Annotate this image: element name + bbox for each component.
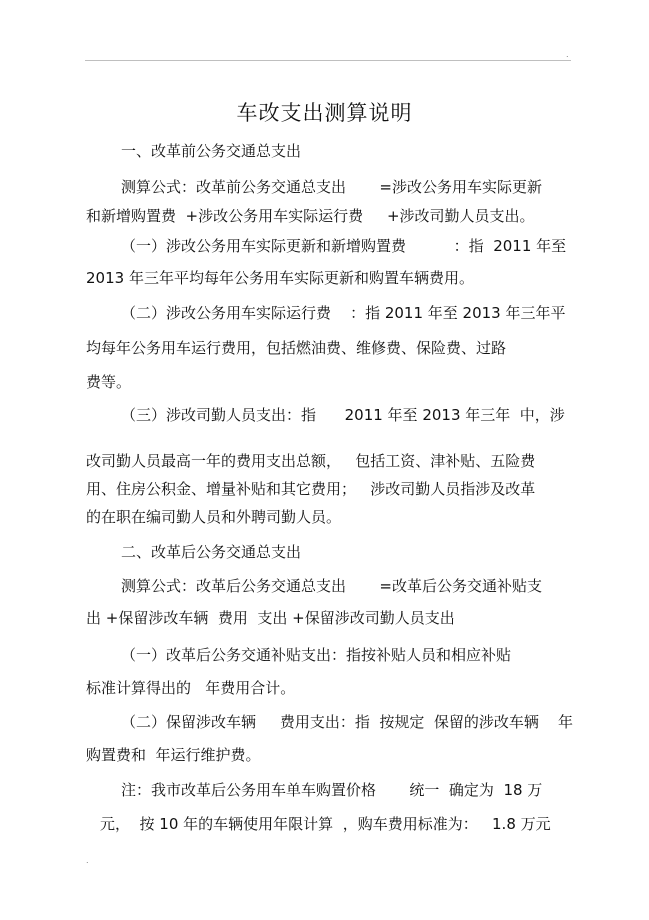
header-rule [85, 60, 571, 61]
paragraph-line: 出 +保留涉改车辆 费用 支出 +保留涉改司勤人员支出 [86, 609, 455, 627]
paragraph-line: 和新增购置费 +涉改公务用车实际运行费 +涉改司勤人员支出。 [86, 207, 535, 225]
page-title: 车改支出测算说明 [236, 101, 413, 125]
footer-mark: . [86, 856, 89, 865]
paragraph-line: 2013 年三年平均每年公务用车实际更新和购置车辆费用。 [86, 269, 474, 287]
paragraph-line: 费等。 [86, 373, 132, 391]
section-heading-after: 二、改革后公务交通总支出 [121, 543, 302, 561]
paragraph-line: 购置费和 年运行维护费。 [86, 746, 261, 764]
paragraph-line: （三）涉改司勤人员支出：指 2011 年至 2013 年三年 中，涉 [121, 406, 565, 424]
paragraph-line: 测算公式：改革后公务交通总支出 =改革后公务交通补贴支 [121, 577, 542, 595]
paragraph-line: （二）保留涉改车辆 费用支出：指 按规定 保留的涉改车辆 年 [121, 713, 573, 731]
paragraph-line: （二）涉改公务用车实际运行费 ：指 2011 年至 2013 年三年平 [121, 304, 566, 322]
paragraph-line: 标准计算得出的 年费用合计。 [86, 679, 296, 697]
paragraph-line: 的在职在编司勤人员和外聘司勤人员。 [86, 508, 342, 526]
corner-mark: . [566, 50, 569, 59]
paragraph-line: 测算公式：改革前公务交通总支出 =涉改公务用车实际更新 [121, 178, 542, 196]
paragraph-line: 均每年公务用车运行费用，包括燃油费、维修费、保险费、过路 [86, 339, 507, 357]
paragraph-line: 改司勤人员最高一年的费用支出总额， 包括工资、津补贴、五险费 [86, 452, 536, 470]
paragraph-line: （一）改革后公务交通补贴支出：指按补贴人员和相应补贴 [121, 646, 512, 664]
paragraph-line: 用、住房公积金、增量补贴和其它费用； 涉改司勤人员指涉及改革 [86, 480, 536, 498]
note-line: 元， 按 10 年的车辆使用年限计算 ，购车费用标准为： 1.8 万元 [100, 815, 551, 833]
section-heading-before: 一、改革前公务交通总支出 [121, 142, 302, 160]
paragraph-line: （一）涉改公务用车实际更新和新增购置费 ：指 2011 年至 [121, 237, 567, 255]
note-line: 注：我市改革后公务用车单车购置价格 统一 确定为 18 万 [121, 781, 543, 799]
